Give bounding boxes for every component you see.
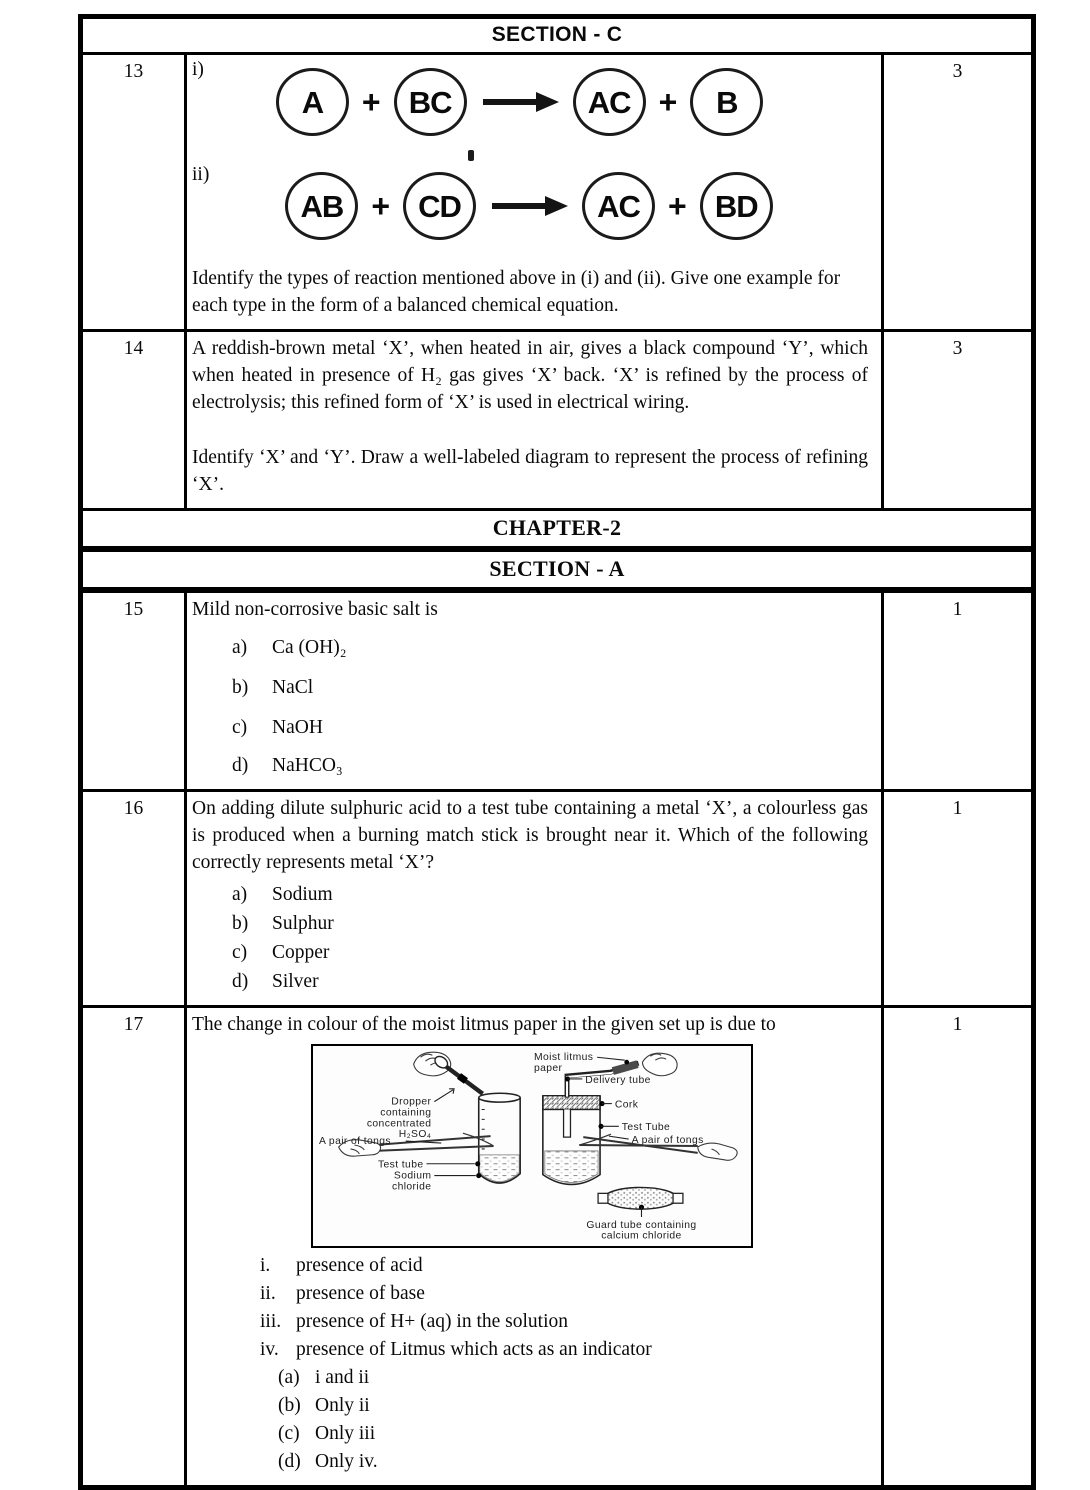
statement-row [260,1308,871,1335]
reactant-circle: A [276,68,349,136]
experiment-setup-drawing [315,1048,749,1244]
dropper-label-line2: containing [379,1107,431,1119]
cork-label: Cork [614,1099,638,1111]
option-row [232,752,871,779]
question-text: The change in colour of the moist litmus paper in the given set up is due to [192,1014,776,1035]
plus-sign: + [361,83,381,120]
label-leader-line [608,1136,628,1139]
option-label: (a) [278,1367,300,1388]
question-row-17 [83,1005,1031,1485]
option-row [278,1364,871,1391]
marks-value: 1 [881,1008,1031,1485]
guard-tube-label-line1: Guard tube containing [585,1219,697,1231]
option-row [232,939,871,966]
option-label: b) [232,677,249,698]
option-text: NaOH [272,717,323,738]
option-label: (d) [278,1451,301,1472]
option-row [232,910,871,937]
question-text: Mild non-corrosive basic salt is [192,599,438,620]
marks-value: 1 [881,792,1031,1005]
label-leader-line [597,1057,625,1060]
question-row-16 [83,789,1031,1005]
moist-litmus-label-line1: Moist litmus [533,1052,593,1064]
option-row [232,714,871,741]
option-label: a) [232,637,248,658]
question-text: A reddish-brown metal ‘X’, when heated in air, gives a black compound ‘Y’, which when heated in presence of H₂ gas gives ‘X’ back. ‘X’ is refined by the process of electrolysis; this refined form of ‘X’ is used in electrical wiring. [192,338,868,413]
option-text: Only iv. [315,1451,378,1472]
reaction-scheme-i [192,58,871,146]
plus-sign: + [668,187,687,224]
product-circle: BD [700,172,773,240]
reactant-circle: BC [394,68,467,136]
option-text: Only iii [315,1423,376,1444]
question-text: Identify the types of reaction mentioned above in (i) and (ii). Give one example for each type in the form of a balanced chemical equation. [192,268,841,316]
marks-value: 3 [881,55,1031,329]
product-circle: AC [582,172,655,240]
question-number: 16 [83,792,187,1005]
option-label: c) [232,942,248,963]
statement-label: i. [260,1255,271,1276]
option-label: (c) [278,1423,300,1444]
option-label: (b) [278,1395,301,1416]
test-tube-left-label: Test tube [377,1159,423,1171]
hand-icon [642,1053,677,1076]
product-circle: B [690,68,763,136]
sodium-chloride-label-line2: chloride [391,1181,431,1193]
reaction-arrow-icon [480,90,560,114]
test-tube-right-label: Test Tube [621,1122,670,1134]
option-label: d) [232,971,249,992]
statement-label: iii. [260,1311,282,1332]
option-label: c) [232,717,248,738]
option-text: Only ii [315,1395,370,1416]
part-label: ii) [192,164,210,185]
statement-row [260,1280,871,1307]
question-content [187,792,881,1005]
option-label: a) [232,884,248,905]
option-row [232,881,871,908]
question-content [187,55,881,329]
statement-label: iv. [260,1339,279,1360]
statement-text: presence of H+ (aq) in the solution [296,1311,569,1332]
question-row-15 [83,590,1031,789]
question-table [78,14,1036,1490]
option-text: Copper [272,942,330,963]
reaction-arrow-icon [489,194,569,218]
option-text: Sulphur [272,913,334,934]
option-row [278,1392,871,1419]
delivery-tube-label: Delivery tube [584,1074,651,1086]
inner-tube-icon [563,1110,570,1138]
reactant-circle: CD [403,172,476,240]
plus-sign: + [371,187,391,224]
option-row [278,1448,871,1475]
reactant-circle: AB [285,172,358,240]
statement-text: presence of Litmus which acts as an indicator [296,1339,652,1360]
option-text: NaHCO₃ [272,755,343,776]
tongs-left-icon [374,1133,493,1151]
question-number: 14 [83,332,187,508]
tongs-right-label: A pair of tongs [631,1135,704,1147]
moist-litmus-icon [612,1064,637,1071]
product-circle: AC [573,68,646,136]
plus-sign: + [658,83,678,120]
question-content [187,1008,881,1485]
marks-value: 1 [881,593,1031,789]
dropper-label-line3: concentrated [366,1118,431,1130]
question-text: On adding dilute sulphuric acid to a test tube containing a metal ‘X’, a colourless gas is produced when a burning match stick is brought near it. Which of the following correctly represents metal ‘X’? [192,798,868,873]
question-number: 17 [83,1008,187,1485]
question-content [187,332,881,508]
experiment-setup-figure [311,1044,753,1248]
option-text: NaCl [272,677,314,698]
option-row [232,968,871,995]
question-number: 15 [83,593,187,789]
sodium-chloride-label-line1: Sodium [393,1170,431,1182]
option-row [232,674,871,701]
marks-value: 3 [881,332,1031,508]
part-label: i) [192,59,204,80]
option-label: b) [232,913,249,934]
option-row [232,634,871,661]
statement-row [260,1252,871,1279]
question-row-14 [83,329,1031,508]
statement-label: ii. [260,1283,276,1304]
question-row-13 [83,52,1031,329]
dropper-label-line1: Dropper [390,1096,431,1108]
guard-tube-label-line2: calcium chloride [600,1230,682,1242]
section-c-header: SECTION - C [491,23,623,46]
option-label: d) [232,755,249,776]
ink-artifact [468,150,474,161]
chapter-2-header: CHAPTER-2 [83,508,1031,546]
option-text: Sodium [272,884,333,905]
question-number: 13 [83,55,187,329]
solution-fill [544,1151,597,1183]
option-text: i and ii [315,1367,370,1388]
question-text: Identify ‘X’ and ‘Y’. Draw a well-labeled diagram to represent the process of refining ‘X’. [192,447,868,495]
tongs-left-label: A pair of tongs [318,1136,391,1148]
cork-icon [542,1096,599,1110]
section-a-header: SECTION - A [83,549,1031,587]
statement-text: presence of acid [296,1255,423,1276]
statement-text: presence of base [296,1283,425,1304]
option-row [278,1420,871,1447]
sodium-chloride-fill [479,1155,518,1182]
statement-row [260,1336,871,1363]
label-leader-line [434,1089,454,1102]
reaction-scheme-ii [192,163,871,249]
question-content [187,593,881,789]
option-text: Silver [272,971,319,992]
option-text: Ca (OH)₂ [272,637,347,658]
dropper-label-line4: H₂SO₄ [398,1129,431,1141]
moist-litmus-label-line2: paper [533,1063,562,1075]
